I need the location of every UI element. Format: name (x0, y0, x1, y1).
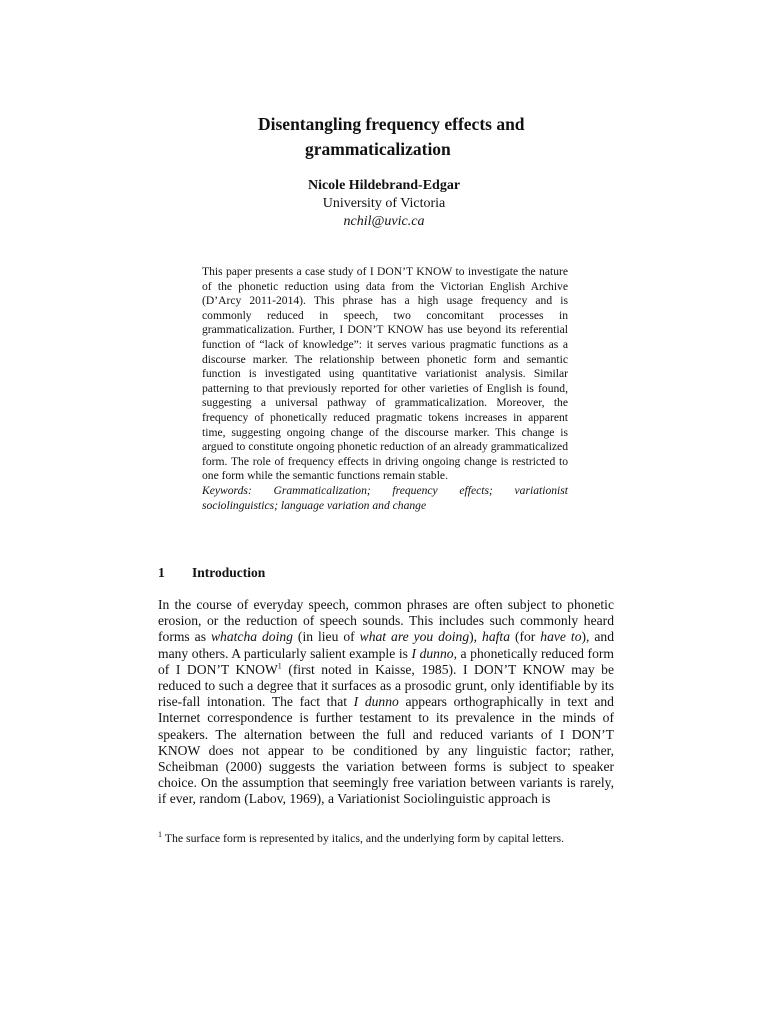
body-text-run: ), (469, 629, 483, 645)
body-paragraph (158, 597, 614, 808)
body-text-run: , a phonetically reduced form of I DON’T KNOW (158, 645, 614, 677)
author-name: Nicole Hildebrand-Edgar (307, 178, 461, 193)
body-italic-run: what are you doing (359, 629, 470, 645)
author-affiliation: University of Victoria (322, 196, 446, 211)
abstract-text: This paper presents a case study of I DON’T KNOW to investigate the nature of the phonetic reduction using data from the Victorian English Archive (D’Arcy 2011-2014). This phrase has a high usage frequency and is commonly reduced in speech, two concomitant processes in grammaticalization. Further, I DON’T KNOW has use beyond its referential function of “lack of knowledge”: it serves various pragmatic functions as a discourse marker. The relationship between phonetic form and semantic function is investigated using quantitative variationist analysis. Similar patterning to that previously reported for other varieties of English is found, suggesting a universal pathway of grammaticalization. Moreover, the frequency of phonetically reduced pragmatic tokens increases in apparent time, suggesting ongoing change of the discourse marker. This change is argued to constitute ongoing phonetic reduction of an already grammaticalized form. The role of frequency effects in driving ongoing change is restricted to one form while the semantic functions remain stable. (202, 265, 568, 483)
section-number: 1 (158, 565, 165, 580)
abstract-keywords: Keywords: Grammaticalization; frequency effects; variationist sociolinguistics; language variation and change (202, 483, 568, 512)
body-italic-run: have to (540, 629, 582, 645)
section-title: Introduction (192, 565, 266, 580)
body-italic-run: I dunno (411, 645, 454, 661)
paper-title (258, 112, 578, 162)
body-text-run: (in lieu of (292, 629, 360, 645)
title-line-1: Disentangling frequency effects and (258, 114, 525, 134)
body-italic-run: whatcha doing (210, 629, 293, 645)
footnote-reference[interactable]: 1 (277, 661, 282, 671)
body-text-run: In the course of everyday speech, common phrases are often subject to phonetic erosion, or the reduction of speech sounds. This includes such commonly heard forms as (158, 597, 614, 645)
body-text-run: (first noted in Kaisse, 1985). I DON’T KNOW may be reduced to such a degree that it surfaces as a prosodic grunt, only identifiable by its rise-fall intonation. The fact that (158, 661, 614, 710)
body-italic-run: I dunno (353, 694, 399, 710)
title-line-2: grammaticalization (305, 139, 451, 159)
footnote-text: The surface form is represented by italics, and the underlying form by capital letters. (162, 831, 565, 845)
abstract (202, 265, 568, 513)
author-email: nchil@uvic.ca (343, 214, 425, 229)
section-heading (158, 565, 265, 581)
body-text-run: ), and many others. A particularly salient example is (158, 629, 615, 661)
footnote-marker: 1 (158, 830, 162, 840)
body-italic-run: hafta (482, 629, 510, 645)
body-text-run: (for (510, 629, 541, 645)
body-text-run: appears orthographically in text and Internet correspondence is further testament to its prevalence in the minds of speakers. The alternation between the full and reduced variants of I DON’T KNOW does not appear to be conditioned by any linguistic factor; rather, Scheibman (2000) suggests the variation between forms is subject to speaker choice. On the assumption that seemingly free variation between variants is rarely, if ever, random (Labov, 1969), a Variationist Sociolinguistic approach is (158, 694, 614, 807)
footnote (158, 831, 628, 845)
author-block (0, 177, 768, 231)
